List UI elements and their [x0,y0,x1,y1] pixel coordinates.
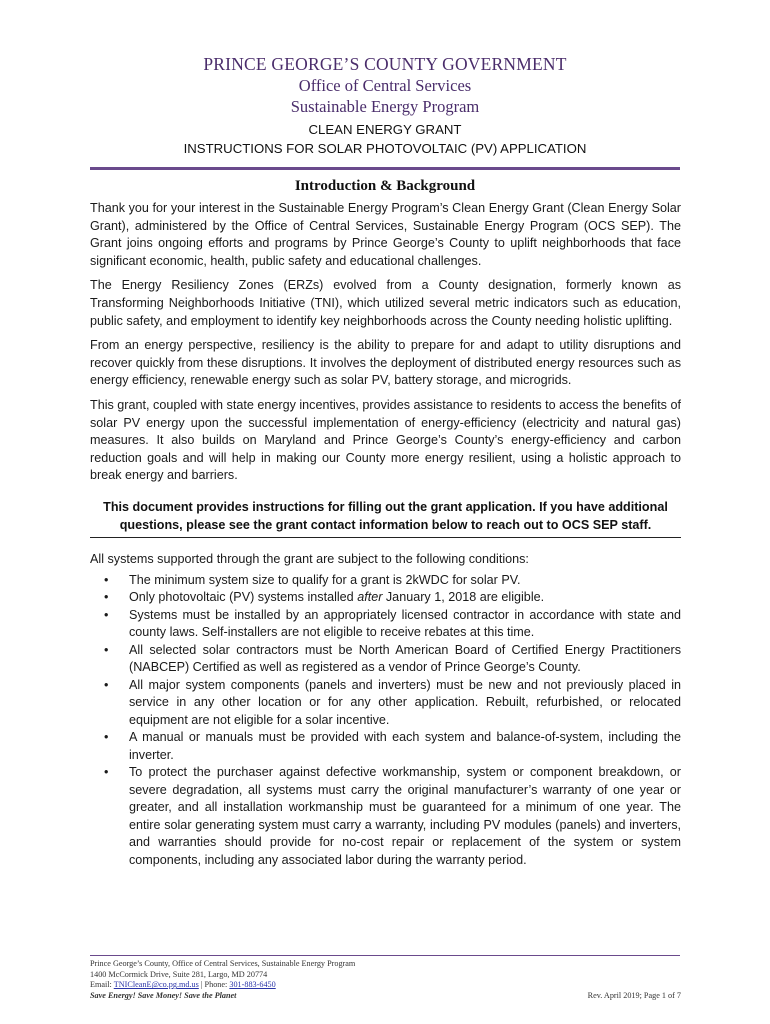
phone-label: | Phone: [198,980,230,990]
condition-text: Systems must be installed by an appropriately licensed contractor in accordance with state and county laws. Self-installers are not eligible to receive rebates at this time. [129,607,681,639]
instructions-notice [90,498,681,538]
bullet-icon: • [104,590,109,604]
condition-item [90,677,681,730]
page-revision: Rev. April 2019; Page 1 of 7 [587,990,681,1000]
condition-text-part: January 1, 2018 are eligible. [382,590,545,604]
condition-item [90,607,681,642]
condition-item [90,764,681,869]
introduction-body [90,200,681,492]
condition-text-part: Only photovoltaic (PV) systems installed [129,590,358,604]
condition-text: A manual or manuals must be provided with each system and balance-of-system, including the inverter. [129,730,681,762]
intro-paragraph: Thank you for your interest in the Sustainable Energy Program’s Clean Energy Grant (Clean Energy Solar Grant), administered by the Office of Central Services, Sustainable Energy Program (OCS SEP). The Grant joins ongoing efforts and programs by Prince George’s County to uplift neighborhoods that face significant economic, health, public safety and educational challenges. [90,201,681,268]
document-header [90,54,680,158]
notice-line: This document provides instructions for filling out the grant application. If you have additional [103,500,668,514]
footer-contact [90,980,681,991]
section-heading-introduction: Introduction & Background [294,178,476,194]
email-link[interactable]: TNICleanE@co.pg.md.us [113,980,199,990]
condition-emphasis: after [357,590,383,604]
bullet-icon: • [104,642,109,657]
footer-org: Prince George’s County, Office of Central Services, Sustainable Energy Program [90,959,356,968]
grant-title: CLEAN ENERGY GRANT [308,122,462,137]
program-name: Sustainable Energy Program [290,97,480,116]
document-footer [90,959,681,1001]
office-name: Office of Central Services [298,76,472,95]
document-subtitle: INSTRUCTIONS FOR SOLAR PHOTOVOLTAIC (PV) APPLICATION [183,141,587,156]
condition-item [90,572,681,590]
footer-address: 1400 McCormick Drive, Suite 281, Largo, MD 20774 [90,969,268,979]
notice-line: questions, please see the grant contact information below to reach out to OCS SEP staff. [119,518,652,532]
email-label: Email: [90,980,114,990]
intro-paragraph: From an energy perspective, resiliency is the ability to prepare for and adapt to utility disruptions and recover quickly from these disruptions. It involves the deployment of distributed energy resources such as energy efficiency, renewable energy such as solar PV, battery storage, and microgrids. [90,338,681,388]
conditions-list [90,572,681,870]
conditions-section [90,551,681,869]
condition-text [129,590,544,604]
bullet-icon: • [104,730,109,744]
government-name: PRINCE GEORGE’S COUNTY GOVERNMENT [203,54,567,74]
bullet-icon: • [104,572,109,587]
footer-slogan: Save Energy! Save Money! Save the Planet [90,990,237,1000]
condition-text: All selected solar contractors must be North American Board of Certified Energy Practitioners (NABCEP) Certified as well as registered as a vendor of Prince George’s County. [129,642,681,674]
bullet-icon: • [104,765,109,779]
footer-divider [90,955,680,956]
condition-item [90,729,681,764]
intro-paragraph: The Energy Resiliency Zones (ERZs) evolved from a County designation, formerly known as Transforming Neighborhoods Initiative (TNI), which utilized several metric indicators such as education, public safety, and employment to identify key neighborhoods across the County needing holistic uplifting. [90,278,681,328]
condition-text: The minimum system size to qualify for a grant is 2kWDC for solar PV. [129,572,521,587]
intro-paragraph: This grant, coupled with state energy incentives, provides assistance to residents to access the benefits of solar PV energy upon the successful implementation of energy-efficiency (electricity and natural gas) measures. It also builds on Maryland and Prince George’s County’s energy-efficiency and carbon reduction goals and will help in making our County more energy resilient, using a holistic approach to break energy and barriers. [90,397,681,483]
header-divider [90,167,680,170]
bullet-icon: • [104,607,109,622]
phone-link[interactable]: 301-883-6450 [229,980,276,990]
condition-text: All major system components (panels and inverters) must be new and not previously placed in service in any other location or for any other application. Rebuilt, refurbished, or relocated equipment are not eligible for a solar incentive. [129,677,681,727]
condition-item [90,642,681,677]
condition-item [90,589,681,607]
bullet-icon: • [104,677,109,692]
condition-text: To protect the purchaser against defective workmanship, system or component breakdown, or severe degradation, all systems must carry the original manufacturer’s warranty of one year or greater, and all installation workmanship must be guaranteed for a minimum of one year. The entire solar generating system must carry a warranty, including PV modules (panels) and inverters, and warranties should provide for no-cost repair or replacement of the system or system components, including any associated labor during the warranty period. [129,765,681,867]
conditions-intro: All systems supported through the grant are subject to the following conditions: [90,552,529,566]
